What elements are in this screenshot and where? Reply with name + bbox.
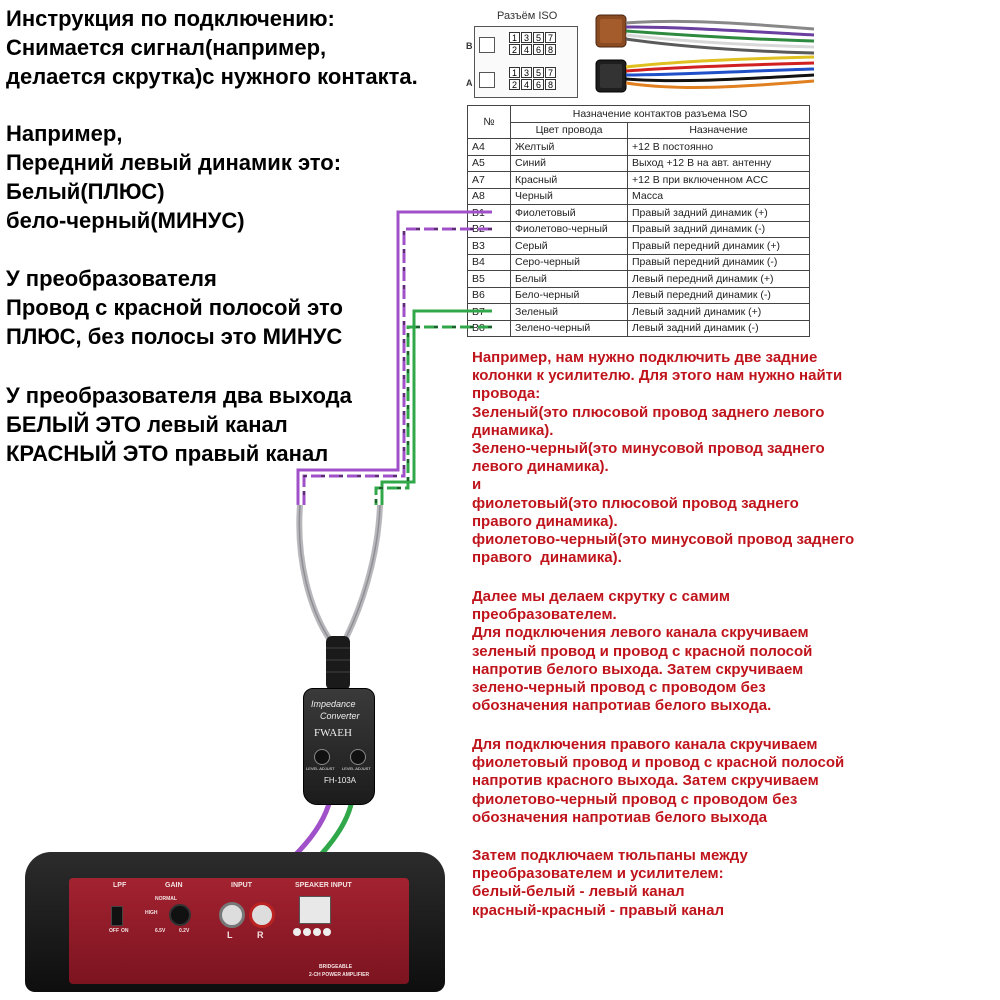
pin-purpose: Левый передний динамик (+) — [628, 271, 810, 288]
pin: 2 — [509, 79, 520, 90]
explanation-line: фиолетово-черный провод с проводом без — [472, 790, 798, 808]
right-channel-label: R — [257, 930, 264, 940]
pin-purpose: Масса — [628, 188, 810, 205]
table-row — [468, 172, 810, 189]
instruction-line: Например, — [6, 121, 123, 146]
pin-purpose: Правый задний динамик (-) — [628, 221, 810, 238]
connector-latch-top — [479, 37, 495, 53]
pin-number: A7 — [468, 172, 511, 189]
pin-number: A4 — [468, 139, 511, 156]
explanation-paragraph-2 — [472, 588, 812, 715]
explanation-paragraph-3 — [472, 736, 844, 827]
converter-outputs-block — [6, 381, 352, 468]
pin-purpose: Правый задний динамик (+) — [628, 205, 810, 222]
gain-label: GAIN — [165, 882, 183, 889]
pin-purpose: Правый передний динамик (-) — [628, 254, 810, 271]
wire-color: Желтый — [511, 139, 628, 156]
explanation-line: динамика). — [472, 421, 554, 439]
left-channel-label: L — [227, 930, 233, 940]
explanation-line: напротив красного выхода. Затем скручиваем — [472, 772, 819, 790]
instruction-line: У преобразователя — [6, 266, 217, 291]
instruction-line: У преобразователя два выхода — [6, 383, 352, 408]
explanation-line: Для подключения левого канала скручиваем — [472, 624, 809, 642]
high-label: HIGH — [145, 910, 158, 916]
wire-color: Серо-черный — [511, 254, 628, 271]
converter-line2: Converter — [320, 711, 360, 721]
explanation-line: колонки к усилителю. Для этого нам нужно найти — [472, 367, 843, 385]
pin: 5 — [533, 67, 544, 78]
pin-purpose: Левый передний динамик (-) — [628, 287, 810, 304]
pin-number: B4 — [468, 254, 511, 271]
explanation-line: Для подключения правого канала скручиваем — [472, 736, 818, 753]
pin-purpose: +12 В при включенном ACC — [628, 172, 810, 189]
table-header-title: Назначение контактов разъема ISO — [511, 106, 810, 123]
off-label: OFF — [109, 928, 119, 934]
bridgeable-label: BRIDGEABLE — [319, 964, 353, 970]
wire-color: Зелено-черный — [511, 320, 628, 337]
explanation-line: Далее мы делаем скрутку с самим — [472, 588, 730, 605]
power-amplifier — [25, 852, 445, 992]
explanation-line: Затем подключаем тюльпаны между — [472, 847, 748, 864]
pin-purpose: Левый задний динамик (+) — [628, 304, 810, 321]
pin-purpose: Правый передний динамик (+) — [628, 238, 810, 255]
pin-number: B3 — [468, 238, 511, 255]
wire-color: Фиолетовый — [511, 205, 628, 222]
instruction-line: Передний левый динамик это: — [6, 150, 342, 175]
table-row — [468, 238, 810, 255]
table-row — [468, 254, 810, 271]
explanation-line: Зеленый(это плюсовой провод заднего левого — [472, 403, 825, 421]
table-header-num: № — [468, 106, 511, 139]
voltage-label-1: 6.5V — [155, 928, 166, 934]
explanation-line: красный-красный - правый канал — [472, 901, 724, 919]
explanation-line: правого динамика). — [472, 512, 618, 530]
pin: 6 — [533, 79, 544, 90]
pin: 1 — [509, 67, 520, 78]
explanation-line: преобразователем и усилителем: — [472, 865, 724, 883]
iso-diagram-title: Разъём ISO — [497, 10, 558, 22]
explanation-line: фиолетово-черный(это минусовой провод заднего — [472, 531, 855, 549]
amplifier-model-label: 2-CH POWER AMPLIFIER — [309, 972, 370, 978]
iso-connector-photo — [590, 5, 820, 97]
converter-line1: Impedance — [311, 699, 356, 709]
level-adjust-knob-left[interactable] — [314, 749, 330, 765]
converter-input-cable-left — [299, 505, 330, 640]
explanation-line: левого динамика). — [472, 458, 609, 476]
explanation-line: и — [472, 476, 482, 494]
table-row — [468, 205, 810, 222]
explanation-line: фиолетовый(это плюсовой провод заднего — [472, 494, 799, 512]
instruction-line: КРАСНЫЙ ЭТО правый канал — [6, 441, 329, 466]
pin-number: B2 — [468, 221, 511, 238]
explanation-line: преобразователем. — [472, 606, 617, 624]
wire-color: Фиолетово-черный — [511, 221, 628, 238]
wire-color: Зеленый — [511, 304, 628, 321]
wire-color: Серый — [511, 238, 628, 255]
wire-color: Черный — [511, 188, 628, 205]
knob-label-left: LEVEL ADJUST — [306, 766, 335, 771]
instruction-line: делается скрутка)с нужного контакта. — [6, 64, 418, 89]
explanation-line: белый-белый - левый канал — [472, 883, 685, 901]
pin: 5 — [533, 32, 544, 43]
explanation-line: провода: — [472, 385, 541, 403]
table-row — [468, 221, 810, 238]
pin-number: B6 — [468, 287, 511, 304]
cable-strain-relief — [326, 636, 350, 690]
rca-input-left[interactable] — [219, 902, 245, 928]
pin-purpose: +12 В постоянно — [628, 139, 810, 156]
wire-color: Красный — [511, 172, 628, 189]
instruction-line: ПЛЮС, без полосы это МИНУС — [6, 324, 343, 349]
input-label: INPUT — [231, 882, 252, 889]
table-row — [468, 155, 810, 172]
instruction-line: Снимается сигнал(например, — [6, 35, 327, 60]
iso-pinout-table — [467, 105, 810, 337]
speaker-terminals — [293, 928, 335, 937]
table-header-color: Цвет провода — [511, 122, 628, 139]
explanation-line: напротив белого выхода. Затем скручиваем — [472, 660, 804, 678]
wire-color: Белый — [511, 271, 628, 288]
pin: 4 — [521, 79, 532, 90]
instruction-line: Белый(ПЛЮС) — [6, 179, 165, 204]
speaker-input-connector[interactable] — [299, 896, 331, 924]
pin-number: A8 — [468, 188, 511, 205]
pin-purpose: Выход +12 В на авт. антенну — [628, 155, 810, 172]
gain-knob[interactable] — [169, 904, 191, 926]
explanation-line: обозначения напротиав белого выхода. — [472, 697, 772, 715]
row-b-label: B — [466, 41, 473, 51]
voltage-label-2: 0.2V — [179, 928, 190, 934]
converter-input-cable-right — [345, 505, 380, 640]
pin-number: B7 — [468, 304, 511, 321]
lpf-label: LPF — [113, 882, 127, 889]
instruction-heading-block — [6, 4, 418, 91]
speaker-input-label: SPEAKER INPUT — [295, 882, 352, 889]
explanation-line: Например, нам нужно подключить две задние — [472, 349, 818, 366]
pin: 7 — [545, 32, 556, 43]
pin-number: B1 — [468, 205, 511, 222]
pin: 4 — [521, 44, 532, 55]
explanation-line: обозначения напротиав белого выхода — [472, 808, 768, 826]
converter-polarity-block — [6, 264, 343, 351]
pin-purpose: Левый задний динамик (-) — [628, 320, 810, 337]
explanation-paragraph-4 — [472, 847, 748, 920]
explanation-line: зелено-черный провод с проводом без — [472, 679, 766, 697]
table-row — [468, 287, 810, 304]
explanation-line: правого динамика). — [472, 549, 622, 567]
pin: 6 — [533, 44, 544, 55]
instruction-line: бело-черный(МИНУС) — [6, 208, 245, 233]
wire-color: Синий — [511, 155, 628, 172]
explanation-line: зеленый провод и провод с красной полосой — [472, 642, 813, 660]
pin-block-a — [509, 67, 556, 90]
pin: 7 — [545, 67, 556, 78]
table-row — [468, 188, 810, 205]
front-left-example-block — [6, 119, 341, 235]
pin: 3 — [521, 67, 532, 78]
table-row — [468, 320, 810, 337]
table-header-purpose: Назначение — [628, 122, 810, 139]
wire-color: Бело-черный — [511, 287, 628, 304]
pin: 8 — [545, 44, 556, 55]
normal-label: NORMAL — [155, 896, 177, 902]
pin: 3 — [521, 32, 532, 43]
lpf-switch[interactable] — [111, 906, 123, 926]
instruction-line: Провод с красной полосой это — [6, 295, 343, 320]
pin-number: B8 — [468, 320, 511, 337]
pin-block-b — [509, 32, 556, 55]
table-row — [468, 139, 810, 156]
connector-latch-bottom — [479, 72, 495, 88]
on-label: ON — [121, 928, 129, 934]
table-row — [468, 271, 810, 288]
table-row — [468, 304, 810, 321]
explanation-line: Зелено-черный(это минусовой провод заднего — [472, 440, 825, 458]
iso-connector-diagram — [466, 26, 578, 98]
knob-label-right: LEVEL ADJUST — [342, 766, 371, 771]
amplifier-panel — [69, 878, 409, 984]
level-adjust-knob-right[interactable] — [350, 749, 366, 765]
pin: 8 — [545, 79, 556, 90]
rca-input-right[interactable] — [249, 902, 275, 928]
pin-number: B5 — [468, 271, 511, 288]
explanation-paragraph-1 — [472, 349, 854, 567]
pin-number: A5 — [468, 155, 511, 172]
converter-brand: FWAEH — [314, 727, 352, 739]
instruction-line: Инструкция по подключению: — [6, 6, 335, 31]
instruction-line: БЕЛЫЙ ЭТО левый канал — [6, 412, 288, 437]
impedance-converter — [303, 688, 375, 805]
pin: 1 — [509, 32, 520, 43]
explanation-line: фиолетовый провод и провод с красной полосой — [472, 754, 845, 772]
row-a-label: A — [466, 78, 473, 88]
converter-model: FH-103A — [324, 776, 357, 785]
pin: 2 — [509, 44, 520, 55]
